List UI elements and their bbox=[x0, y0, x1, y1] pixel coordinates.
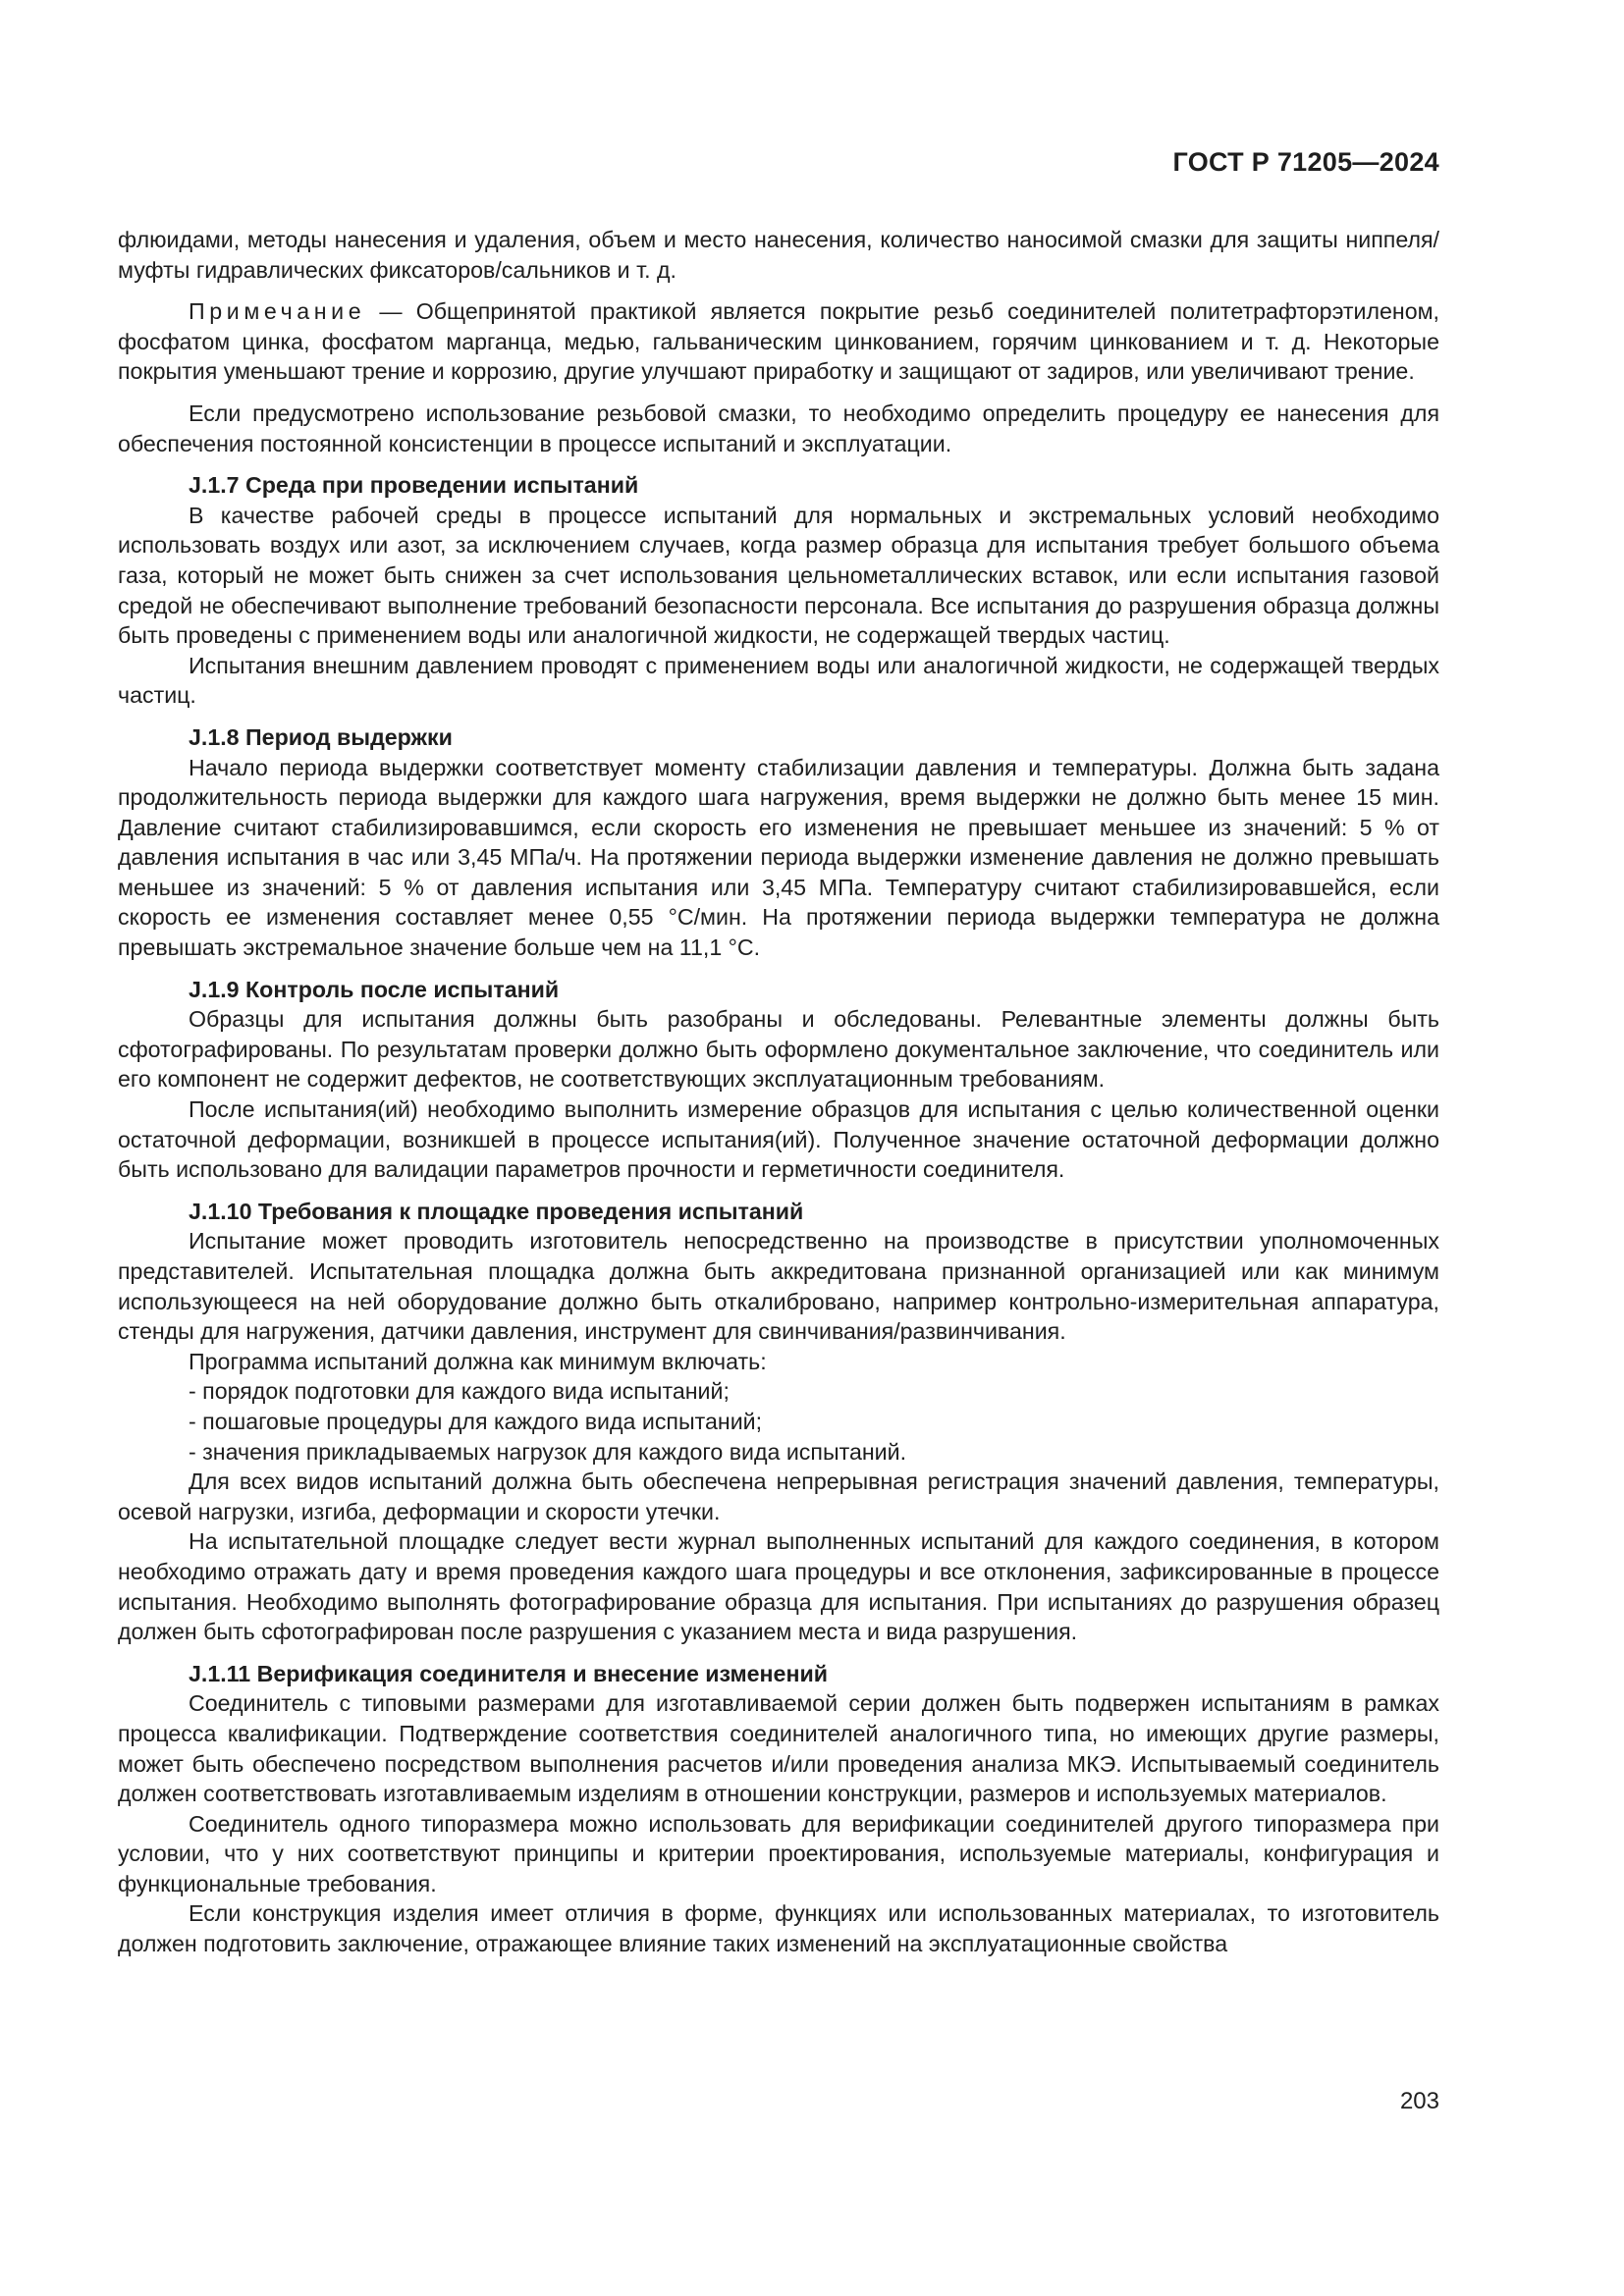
intro-paragraph-2: Если предусмотрено использование резьбовой смазки, то необходимо определить процедуру ее нанесения для обеспечения постоянной консистенции в процессе испытаний и эксплуатации. bbox=[118, 400, 1439, 456]
j110-paragraph-1: Испытание может проводить изготовитель непосредственно на производстве в присутствии уполномоченных представителей. Испытательная площадка должна быть аккредитована признанной организацией или как минимум использующееся на ней оборудование должно быть откалибровано, например контрольно-измерительная аппаратура, стенды для нагружения, датчики давления, инструмент для свинчивания/развинчивания. bbox=[118, 1228, 1439, 1345]
note-text: — Общепринятой практикой является покрытие резьб соединителей политетрафторэтиленом, фосфатом цинка, фосфатом марганца, медью, гальваническим цинкованием, горячим цинкованием и т. д. Некоторые покрытия уменьшают трение и коррозию, другие улучшают приработку и защищают от задиров, или увеличивают трение. bbox=[118, 298, 1439, 385]
section-heading-j17: J.1.7 Среда при проведении испытаний bbox=[189, 472, 639, 499]
j111-paragraph-3: Если конструкция изделия имеет отличия в форме, функциях или использованных материалах, то изготовитель должен подготовить заключение, отражающее влияние таких изменений на эксплуатационные свойства bbox=[118, 1900, 1439, 1957]
j19-paragraph-2: После испытания(ий) необходимо выполнить измерение образцов для испытания с целью количественной оценки остаточной деформации, возникшей в процессе испытания(ий). Полученное значение остаточной деформации должно быть использовано для валидации параметров прочности и герметичности соединителя. bbox=[118, 1096, 1439, 1183]
section-heading-j110: J.1.10 Требования к площадке проведения испытаний bbox=[189, 1198, 804, 1224]
intro-paragraph-1: флюидами, методы нанесения и удаления, объем и место нанесения, количество наносимой смазки для защиты ниппеля/муфты гидравлических фиксаторов/сальников и т. д. bbox=[118, 227, 1439, 283]
page-number: 203 bbox=[1399, 2088, 1439, 2114]
section-heading-j19: J.1.9 Контроль после испытаний bbox=[189, 976, 560, 1002]
j110-paragraph-3: Для всех видов испытаний должна быть обеспечена непрерывная регистрация значений давления, температуры, осевой нагрузки, изгиба, деформации и скорости утечки. bbox=[118, 1468, 1439, 1524]
j18-paragraph-1: Начало периода выдержки соответствует моменту стабилизации давления и температуры. Должна быть задана продолжительность периода выдержки для каждого шага нагружения, время выдержки не должно быть менее 15 мин. Давление считают стабилизировавшимся, если скорость его изменения не превышает меньшее из значений: 5 % от давления испытания в час или 3,45 МПа/ч. На протяжении периода выдержки изменение давления не должно превышать меньшее из значений: 5 % от давления испытания или 3,45 МПа. Температуру считают стабилизировавшейся, если скорость ее изменения составляет менее 0,55 °С/мин. На протяжении периода выдержки температура не должна превышать экстремальное значение больше чем на 11,1 °С. bbox=[118, 754, 1439, 961]
section-heading-j111: J.1.11 Верификация соединителя и внесение изменений bbox=[189, 1660, 828, 1686]
document-id-header: ГОСТ Р 71205—2024 bbox=[1172, 147, 1439, 177]
j17-paragraph-1: В качестве рабочей среды в процессе испытаний для нормальных и экстремальных условий необходимо использовать воздух или азот, за исключением случаев, когда размер образца для испытания требует большого объема газа, который не может быть снижен за счет использования цельнометаллических вставок, или если испытания газовой средой не обеспечивают выполнение требований безопасности персонала. Все испытания до разрушения образца должны быть проведены с применением воды или аналогичной жидкости, не содержащей твердых частиц. bbox=[118, 502, 1439, 649]
j19-paragraph-1: Образцы для испытания должны быть разобраны и обследованы. Релевантные элементы должны быть сфотографированы. По результатам проверки должно быть оформлено документальное заключение, что соединитель или его компонент не содержит дефектов, не соответствующих эксплуатационным требованиям. bbox=[118, 1006, 1439, 1093]
note-paragraph bbox=[118, 296, 1439, 387]
j110-paragraph-2: Программа испытаний должна как минимум включать: bbox=[189, 1348, 767, 1374]
j110-paragraph-4: На испытательной площадке следует вести журнал выполненных испытаний для каждого соединения, в котором необходимо отражать дату и время проведения каждого шага процедуры и все отклонения, зафиксированные в процессе испытания. Необходимо выполнять фотографирование образца для испытания. При испытаниях до разрушения образец должен быть сфотографирован после разрушения с указанием места и вида разрушения. bbox=[118, 1528, 1439, 1645]
j111-paragraph-2: Соединитель одного типоразмера можно использовать для верификации соединителей другого типоразмера при условии, что у них соответствуют принципы и критерии проектирования, используемые материалы, конфигурация и функциональные требования. bbox=[118, 1810, 1439, 1896]
list-item: - порядок подготовки для каждого вида испытаний; bbox=[189, 1378, 730, 1405]
list-item: - пошаговые процедуры для каждого вида испытаний; bbox=[189, 1408, 763, 1434]
note-label: Примечание bbox=[189, 298, 366, 325]
section-heading-j18: J.1.8 Период выдержки bbox=[189, 723, 453, 750]
page-content bbox=[118, 225, 1439, 1959]
j17-paragraph-2: Испытания внешним давлением проводят с применением воды или аналогичной жидкости, не содержащей твердых частиц. bbox=[118, 652, 1439, 709]
list-item: - значения прикладываемых нагрузок для каждого вида испытаний. bbox=[189, 1438, 907, 1465]
j111-paragraph-1: Соединитель с типовыми размерами для изготавливаемой серии должен быть подвержен испытаниям в рамках процесса квалификации. Подтверждение соответствия соединителей аналогичного типа, но имеющих другие размеры, может быть обеспечено посредством выполнения расчетов и/или проведения анализа МКЭ. Испытываемый соединитель должен соответствовать изготавливаемым изделиям в отношении конструкции, размеров и используемых материалов. bbox=[118, 1690, 1439, 1807]
